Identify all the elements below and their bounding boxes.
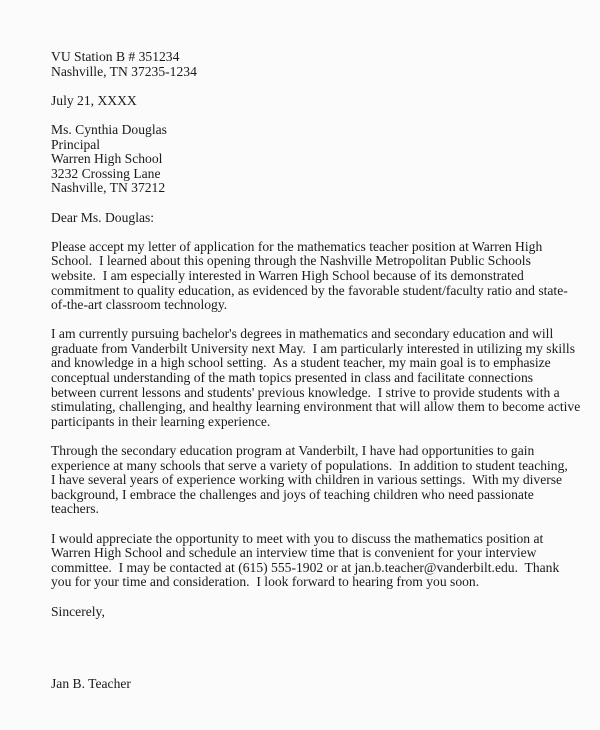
paragraph-line: graduate from Vanderbilt University next May. I am particularly interested in utilizing my skills (51, 340, 575, 356)
sender-address-line: Nashville, TN 37235-1234 (51, 63, 197, 79)
paragraph-line: and knowledge in a high school setting. As a student teacher, my main goal is to emphasize (51, 355, 551, 371)
paragraph-line: website. I am especially interested in Warren High School because of its demonstrated (51, 267, 524, 283)
paragraph-line: School. I learned about this opening through the Nashville Metropolitan Public Schools (51, 253, 531, 269)
closing-text: Sincerely, (51, 603, 105, 619)
closing (51, 605, 591, 620)
paragraph-line: committee. I may be contacted at (615) 555-1902 or at jan.b.teacher@vanderbilt.edu. Thank (51, 559, 560, 575)
signature-block (51, 677, 591, 692)
recipient-address (51, 123, 591, 196)
paragraph-line: stimulating, challenging, and healthy learning environment that will allow them to become active (51, 399, 581, 415)
signature-space (51, 619, 591, 677)
paragraph-line: participants in their learning experience. (51, 413, 271, 429)
paragraph-line: experience at many schools that serve a variety of populations. In addition to student teaching, (51, 457, 568, 473)
sender-address (51, 50, 591, 79)
recipient-city: Nashville, TN 37212 (51, 180, 166, 196)
paragraph-line: between current lessons and students' previous knowledge. I strive to provide students with a (51, 384, 560, 400)
paragraph-line: you for your time and consideration. I look forward to hearing from you soon. (51, 574, 480, 590)
recipient-title: Principal (51, 136, 101, 152)
body-paragraph-2 (51, 327, 591, 429)
sender-address-line: VU Station B # 351234 (51, 49, 180, 64)
paragraph-line: I would appreciate the opportunity to meet with you to discuss the mathematics position at (51, 530, 544, 546)
salutation (51, 211, 591, 226)
recipient-name: Ms. Cynthia Douglas (51, 121, 167, 137)
paragraph-line: background, I embrace the challenges and joys of teaching children who need passionate (51, 486, 534, 502)
paragraph-line: Please accept my letter of application for the mathematics teacher position at Warren High (51, 238, 543, 254)
signature-name: Jan B. Teacher (51, 676, 131, 692)
date-text: July 21, XXXX (51, 92, 137, 108)
paragraph-line: commitment to quality education, as evidenced by the favorable student/faculty ratio and state- (51, 282, 568, 298)
paragraph-line: teachers. (51, 501, 99, 517)
letter-page (51, 50, 591, 692)
paragraph-line: I have several years of experience working with children in various settings. With my diverse (51, 472, 563, 488)
paragraph-line: I am currently pursuing bachelor's degrees in mathematics and secondary education and will (51, 326, 554, 342)
recipient-organization: Warren High School (51, 151, 163, 167)
paragraph-line: Through the secondary education program at Vanderbilt, I have had opportunities to gain (51, 443, 535, 459)
paragraph-line: Warren High School and schedule an interview time that is convenient for your interview (51, 545, 537, 561)
salutation-text: Dear Ms. Douglas: (51, 209, 155, 225)
body-paragraph-3 (51, 444, 591, 517)
paragraph-line: of-the-art classroom technology. (51, 297, 228, 313)
letter-date (51, 94, 591, 109)
body-paragraph-1 (51, 240, 591, 313)
recipient-street: 3232 Crossing Lane (51, 165, 161, 181)
paragraph-line: conceptual understanding of the math topics presented in class and facilitate connections (51, 370, 534, 386)
body-paragraph-4 (51, 532, 591, 590)
